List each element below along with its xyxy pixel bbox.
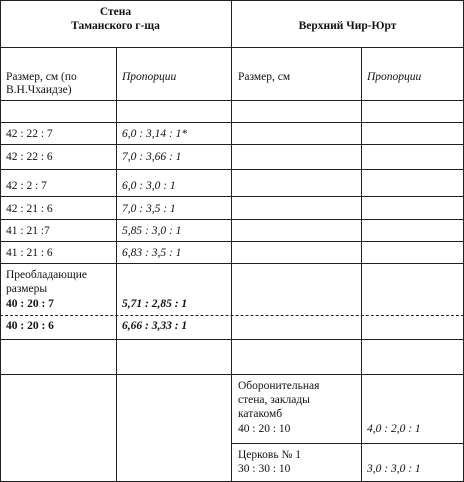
column-divider	[116, 47, 117, 482]
row-line	[0, 196, 464, 197]
row-size: 42 : 22 : 7	[6, 128, 53, 140]
row-line	[0, 219, 464, 220]
row-line	[0, 100, 464, 101]
row-line	[0, 47, 464, 48]
dashed-separator	[0, 315, 464, 316]
row-prop: 6,0 : 3,14 : 1*	[122, 128, 188, 140]
row-line	[0, 241, 464, 242]
predominant-label: размеры	[6, 283, 48, 295]
right-item-size: 30 : 30 : 10	[238, 463, 291, 475]
header-left-line1: Стена	[99, 6, 132, 18]
subheader-left-prop: Пропорции	[122, 71, 177, 83]
predominant-label: Преобладающие	[6, 269, 87, 281]
row-line	[0, 263, 464, 264]
right-item-label: Оборонительная	[238, 380, 320, 392]
right-item-prop: 4,0 : 2,0 : 1	[367, 423, 421, 435]
row-size: 41 : 21 : 6	[6, 247, 53, 259]
table-border-top	[0, 0, 464, 1]
row-prop: 5,85 : 3,0 : 1	[122, 225, 182, 237]
row-line	[0, 169, 464, 170]
row-prop: 7,0 : 3,66 : 1	[122, 151, 182, 163]
right-item-size: 40 : 20 : 10	[238, 423, 291, 435]
row-line	[0, 374, 464, 375]
row-size: 41 : 21 :7	[6, 225, 50, 237]
row-line	[0, 144, 464, 145]
predominant-size: 40 : 20 : 7	[6, 298, 54, 310]
subheader-right-prop: Пропорции	[367, 71, 422, 83]
row-line	[0, 122, 464, 123]
row-line	[231, 443, 464, 444]
predominant-size: 40 : 20 : 6	[6, 320, 54, 332]
right-item-prop: 3,0 : 3,0 : 1	[367, 463, 421, 475]
column-divider	[361, 47, 362, 482]
subheader-right-size: Размер, см	[238, 71, 291, 83]
row-size: 42 : 22 : 6	[6, 151, 53, 163]
row-prop: 7,0 : 3,5 : 1	[122, 203, 176, 215]
header-right: Верхний Чир-Юрт	[298, 20, 397, 32]
row-size: 42 : 21 : 6	[6, 203, 53, 215]
predominant-prop: 5,71 : 2,85 : 1	[122, 298, 188, 310]
row-prop: 6,0 : 3,0 : 1	[122, 180, 176, 192]
subheader-left-size: Размер, см (по В.Н.Чхаидзе)	[6, 71, 77, 96]
row-size: 42 : 2 : 7	[6, 180, 47, 192]
right-item-label: Церковь № 1	[238, 449, 302, 461]
predominant-prop: 6,66 : 3,33 : 1	[122, 320, 188, 332]
row-line	[0, 339, 464, 340]
row-prop: 6,83 : 3,5 : 1	[122, 247, 182, 259]
right-item-label: стена, заклады	[238, 394, 310, 406]
right-item-label: катакомб	[238, 408, 283, 420]
header-left-line2: Таманского г-ща	[71, 20, 160, 32]
